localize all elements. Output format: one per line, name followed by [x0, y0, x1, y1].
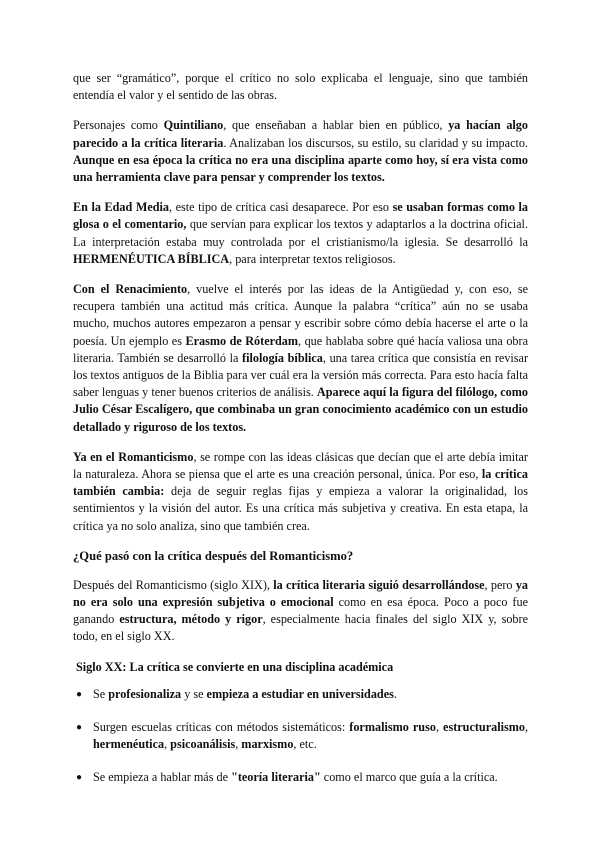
section-heading-siglo-xx: Siglo XX: La crítica se convierte en una disciplina académica	[76, 659, 394, 674]
paragraph-post-romanticismo	[73, 577, 528, 646]
bold-run: Erasmo de Róterdam	[185, 333, 299, 348]
bold-run: ya hacían algo parecido a la crítica literaria	[73, 118, 528, 150]
bullet-icon: ●	[76, 721, 83, 733]
bold-run: la crítica literaria siguió desarrollándose	[273, 577, 485, 592]
bold-run: hermenéutica	[93, 737, 165, 752]
text-run: ,	[235, 737, 242, 752]
text-run: como el marco que guía a la crítica.	[320, 770, 498, 785]
bold-run: marxismo	[241, 737, 294, 752]
bold-run: empieza a estudiar en universidades	[206, 686, 394, 701]
bold-run: estructuralismo	[443, 719, 525, 734]
bold-run: Aparece aquí la figura del filólogo, como Julio César Escalígero, que combinaba un gran conocimiento académico con un estudio detallado y riguroso de los textos.	[73, 385, 528, 434]
text-run: Se	[93, 686, 109, 701]
bold-run: formalismo ruso	[349, 719, 436, 734]
bold-run: Quintiliano	[163, 118, 224, 133]
bold-run: la crítica también cambia:	[73, 467, 528, 499]
list-item	[73, 719, 528, 753]
bold-run: "teoría literaria"	[231, 770, 321, 785]
text-run: , que hablaba sobre qué hacía valiosa una obra literaria. También se desarrolló la	[73, 333, 528, 365]
text-run: Personajes como	[73, 118, 164, 133]
bold-run: Ya en el Romanticismo	[73, 449, 194, 464]
paragraph-edad-media	[73, 199, 528, 268]
text-run: deja de seguir reglas fijas y empieza a valorar la originalidad, los sentimientos y la visión del autor. Es una crítica más subjetiva y creativa. En esta etapa, la crítica ya no solo analiza, sino que también crea.	[73, 484, 528, 533]
paragraph-romanticismo	[73, 449, 528, 535]
list-item-text	[93, 770, 498, 784]
list-item	[73, 769, 528, 786]
text-run: como en esa época. Poco a poco fue ganando	[73, 595, 528, 627]
text-run: , vuelve el interés por las ideas de la Antigüedad y, con eso, se recupera también una actitud más crítica. Aunque la palabra “crítica” aún no se usaba mucho, muchos autores empezaron a pensar y escribir sobre cómo debía hacerse el arte o la poesía. Un ejemplo es	[73, 282, 528, 348]
bullet-list-siglo-xx	[73, 686, 528, 787]
bold-run: profesionaliza	[108, 686, 182, 701]
bold-run: Aunque en esa época la crítica no era una disciplina aparte como hoy, sí era vista como una herramienta clave para pensar y comprender los textos.	[73, 152, 528, 185]
bullet-icon: ●	[76, 772, 83, 784]
text-run: que servían para explicar los textos y adaptarlos a la doctrina oficial. La interpretación estaba muy controlada por el cristianismo/la iglesia. Se desarrolló la	[73, 217, 528, 249]
text-run: , este tipo de crítica casi desaparece. Por eso	[169, 200, 393, 215]
text-run: .	[393, 686, 397, 701]
bullet-icon: ●	[76, 688, 83, 700]
paragraph-quintiliano	[73, 117, 528, 186]
text-run: , etc.	[293, 737, 317, 752]
text-run: Después del Romanticismo (siglo XIX),	[73, 577, 274, 592]
text-column	[73, 70, 528, 803]
bold-run: ya no era solo una expresión subjetiva o emocional	[73, 577, 528, 610]
text-run: , se rompe con las ideas clásicas que decían que el arte debía imitar la naturaleza. Ahora se piensa que el arte es una creación personal, única. Por eso,	[73, 449, 528, 482]
text-run: ,	[164, 737, 171, 752]
list-item-text	[93, 687, 397, 701]
text-run: , una tarea crítica que consistía en revisar los textos antiguos de la Biblia para ver cuál era la versión más correcta. Para esto hacía falta saber lenguas y tener buenos criterios de análisis.	[73, 350, 529, 400]
paragraph-renacimiento	[73, 281, 528, 436]
text-run: ,	[435, 719, 444, 734]
bold-run: En la Edad Media	[73, 200, 170, 215]
bold-run: Con el Renacimiento	[73, 282, 188, 297]
bold-run: HERMENÉUTICA BÍBLICA	[73, 251, 230, 266]
text-run: Se empieza a hablar más de	[93, 770, 232, 785]
text-run: y se	[181, 686, 207, 701]
list-item	[73, 686, 528, 703]
bold-run: filología bíblica	[242, 350, 323, 365]
text-run: , pero	[484, 577, 516, 592]
text-run: que ser “gramático”, porque el crítico no solo explicaba el lenguaje, sino que también entendía el valor y el sentido de las obras.	[73, 71, 528, 103]
text-run: , especialmente hacia finales del siglo XIX y, sobre todo, en el siglo XX.	[73, 612, 528, 644]
bold-run: se usaban formas como la glosa o el comentario,	[73, 200, 528, 232]
bold-run: estructura, método y rigor	[119, 612, 263, 627]
text-run: Surgen escuelas críticas con métodos sistemáticos:	[93, 719, 350, 734]
list-item-text	[93, 720, 528, 751]
text-run: , que enseñaban a hablar bien en público,	[223, 118, 449, 133]
text-run: , para interpretar textos religiosos.	[229, 251, 396, 266]
section-heading-post-romanticismo: ¿Qué pasó con la crítica después del Romanticismo?	[73, 548, 354, 563]
paragraph-intro-continuation	[73, 70, 528, 104]
bold-run: psicoanálisis	[170, 737, 236, 752]
text-run: ,	[524, 719, 529, 734]
text-run: . Analizaban los discursos, su estilo, su claridad y su impacto.	[223, 135, 528, 150]
